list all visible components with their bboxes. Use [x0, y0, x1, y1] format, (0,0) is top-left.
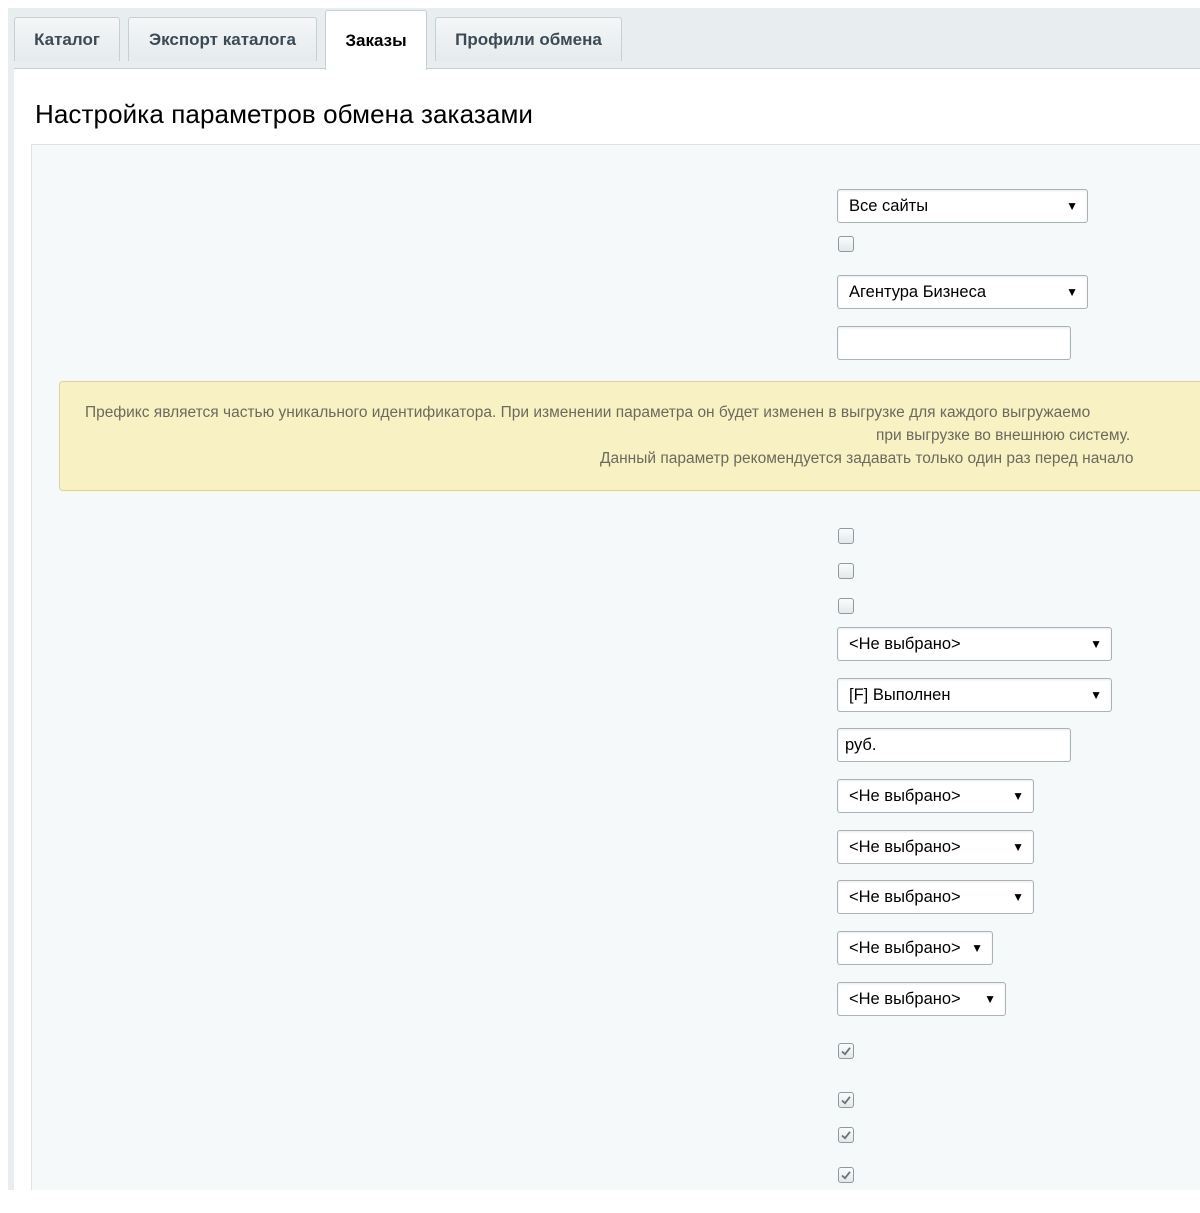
prefix-info-note — [59, 381, 1200, 491]
chevron-down-icon: ▼ — [1066, 199, 1078, 213]
chevron-down-icon: ▼ — [1066, 285, 1078, 299]
site-export-select[interactable] — [837, 189, 1088, 223]
auto-pay-value: <Не выбрано> — [849, 939, 961, 957]
tab-exchange-profiles[interactable]: Профили обмена — [435, 17, 622, 61]
note-line-3: Данный параметр рекомендуется задавать только один раз перед начало — [600, 450, 1134, 467]
new-payment-docs-checkbox[interactable] — [838, 1092, 854, 1108]
currency-input[interactable]: руб. — [837, 728, 1071, 762]
chevron-down-icon: ▼ — [971, 941, 983, 955]
site-add-value: Агентура Бизнеса — [849, 283, 987, 301]
from-status-select[interactable] — [837, 627, 1112, 661]
cash-select[interactable] — [837, 779, 1034, 813]
site-add-select[interactable] — [837, 275, 1088, 309]
cashless-value: <Не выбрано> — [849, 838, 961, 856]
new-delivery-docs-checkbox[interactable] — [838, 1127, 854, 1143]
only-delivery-checkbox[interactable] — [838, 563, 854, 579]
from-status-value: <Не выбрано> — [849, 635, 961, 653]
checkmark-icon — [840, 1094, 852, 1106]
chevron-down-icon: ▼ — [1090, 688, 1102, 702]
tab-catalog-export[interactable]: Экспорт каталога — [128, 17, 317, 61]
prefix-input[interactable] — [837, 326, 1071, 360]
acquiring-value: <Не выбрано> — [849, 888, 961, 906]
delivery-service-select[interactable] — [837, 982, 1006, 1016]
tab-orders[interactable]: Заказы — [325, 10, 427, 70]
checkmark-icon — [840, 1045, 852, 1057]
chevron-down-icon: ▼ — [1012, 789, 1024, 803]
create-new-checkbox[interactable] — [838, 236, 854, 252]
auto-pay-select[interactable] — [837, 931, 993, 965]
only-paid-checkbox[interactable] — [838, 528, 854, 544]
increase-qty-checkbox[interactable] — [838, 1043, 854, 1059]
cashless-select[interactable] — [837, 830, 1034, 864]
ship-status-select[interactable] — [837, 678, 1112, 712]
chevron-down-icon: ▼ — [1012, 840, 1024, 854]
change-status-checkbox[interactable] — [838, 598, 854, 614]
orders-panel — [14, 68, 1200, 1190]
chevron-down-icon: ▼ — [1012, 890, 1024, 904]
ship-status-value: [F] Выполнен — [849, 686, 951, 704]
chevron-down-icon: ▼ — [1090, 637, 1102, 651]
checkmark-icon — [840, 1169, 852, 1181]
tab-bar — [8, 8, 1200, 70]
tab-catalog[interactable]: Каталог — [14, 17, 120, 61]
chevron-down-icon: ▼ — [984, 992, 996, 1006]
acquiring-select[interactable] — [837, 880, 1034, 914]
note-line-1: Префикс является частью уникального идентификатора. При изменении параметра он будет изменен в выгрузке для каждого выгружаемо — [85, 404, 1091, 421]
settings-window — [8, 8, 1200, 1190]
note-line-2: при выгрузке во внешнюю систему. — [876, 427, 1131, 444]
site-export-value: Все сайты — [849, 197, 929, 215]
new-order-checkbox[interactable] — [838, 1167, 854, 1183]
delivery-service-value: <Не выбрано> — [849, 990, 961, 1008]
settings-form — [31, 144, 1200, 1190]
cash-value: <Не выбрано> — [849, 787, 961, 805]
page-title: Настройка параметров обмена заказами — [35, 99, 534, 129]
checkmark-icon — [840, 1129, 852, 1141]
